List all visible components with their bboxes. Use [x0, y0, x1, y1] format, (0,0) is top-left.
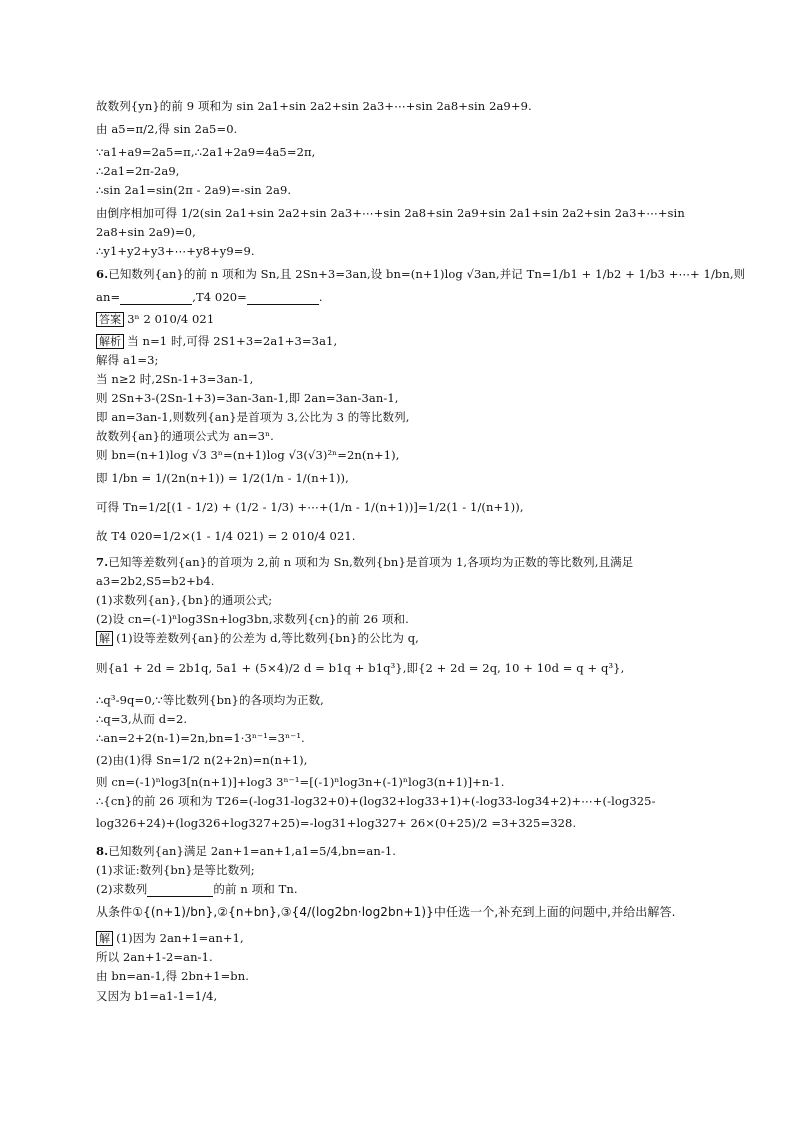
solution-line	[96, 930, 716, 946]
blank-end: .	[318, 290, 323, 304]
step-text: (1)设等差数列{an}的公差为 d,等比数列{bn}的公比为 q,	[116, 631, 419, 645]
text-line: 由倒序相加可得 1/2(sin 2a1+sin 2a2+sin 2a3+⋯+sin 2a8+sin 2a9+sin 2a1+sin 2a2+sin 2a3+⋯+sin	[96, 206, 685, 220]
step-line: (2)由(1)得 Sn=1/2 n(2+2n)=n(n+1),	[96, 753, 308, 767]
step-line: ∴q=3,从而 d=2.	[96, 712, 188, 726]
step-line: 解得 a1=3;	[96, 353, 159, 367]
blank-label: ,T4 020=	[192, 290, 247, 304]
question-part: (1)求证:数列{bn}是等比数列;	[96, 863, 255, 877]
text-line: ∴y1+y2+y3+⋯+y8+y9=9.	[96, 244, 255, 258]
step-line: log326+24)+(log326+log327+25)=-log31+log327+ 26×(0+25)/2 =3+325=328.	[96, 816, 577, 830]
question-number: 6.	[96, 267, 109, 281]
step-line: 即 an=3an-1,则数列{an}是首项为 3,公比为 3 的等比数列,	[96, 410, 410, 424]
analysis-line	[96, 333, 716, 349]
text-line: ∵a1+a9=2a5=π,∴2a1+2a9=4a5=2π,	[96, 145, 316, 159]
question-number: 8.	[96, 844, 109, 858]
step-line: ∴q³-9q=0,∵等比数列{bn}的各项均为正数,	[96, 693, 324, 707]
step-line: ∴an=2+2(n-1)=2n,bn=1·3ⁿ⁻¹=3ⁿ⁻¹.	[96, 731, 305, 745]
question-part-2	[96, 881, 716, 897]
text-line: ∴2a1=2π-2a9,	[96, 164, 180, 178]
step-line: ∴{cn}的前 26 项和为 T26=(-log31-log32+0)+(log32+log33+1)+(-log33-log34+2)+⋯+(-log325-	[96, 794, 656, 808]
question-part: (2)设 cn=(-1)ⁿlog3Sn+log3bn,求数列{cn}的前 26 项和.	[96, 612, 409, 626]
question-6-stem	[96, 266, 746, 282]
answer-blank	[120, 292, 192, 305]
step-line: 则 cn=(-1)ⁿlog3[n(n+1)]+log3 3ⁿ⁻¹=[(-1)ⁿlog3n+(-1)ⁿlog3(n+1)]+n-1.	[96, 775, 505, 789]
text-line: 由 a5=π/2,得 sin 2a5=0.	[96, 122, 238, 136]
question-6-blanks	[96, 289, 716, 305]
question-text: 已知数列{an}满足 2an+1=an+1,a1=5/4,bn=an-1.	[108, 844, 397, 858]
answer-blank	[247, 292, 319, 305]
answer-tag: 答案	[96, 312, 124, 327]
blank-label: an=	[96, 290, 121, 304]
solution-tag: 解	[96, 631, 113, 646]
answer-blank	[147, 884, 213, 897]
step-text: 当 n=1 时,可得 2S1+3=2a1+3=3a1,	[127, 334, 338, 348]
answer-text: 3ⁿ 2 010/4 021	[127, 312, 215, 326]
step-text: (1)因为 2an+1=an+1,	[116, 931, 244, 945]
question-number: 7.	[96, 555, 109, 569]
analysis-tag: 解析	[96, 334, 124, 349]
step-line: 当 n≥2 时,2Sn-1+3=3an-1,	[96, 372, 254, 386]
answer-line	[96, 311, 716, 327]
step-line: 则 2Sn+3-(2Sn-1+3)=3an-3an-1,即 2an=3an-3an-1,	[96, 391, 399, 405]
question-text: (2)求数列	[96, 882, 148, 896]
condition-choice: 从条件①{(n+1)/bn},②{n+bn},③{4/(log2bn·log2bn+1)}中任选一个,补充到上面的问题中,并给出解答.	[96, 905, 676, 919]
step-line: 所以 2an+1-2=an-1.	[96, 950, 213, 964]
step-line: 则{a1 + 2d = 2b1q, 5a1 + (5×4)/2 d = b1q + b1q³},即{2 + 2d = 2q, 10 + 10d = q + q³},	[96, 661, 625, 675]
question-part: (1)求数列{an},{bn}的通项公式;	[96, 593, 273, 607]
step-line: 即 1/bn = 1/(2n(n+1)) = 1/2(1/n - 1/(n+1)),	[96, 471, 349, 485]
text-line: 故数列{yn}的前 9 项和为 sin 2a1+sin 2a2+sin 2a3+⋯+sin 2a8+sin 2a9+9.	[96, 99, 532, 113]
step-line: 故数列{an}的通项公式为 an=3ⁿ.	[96, 429, 274, 443]
question-text: 已知数列{an}的前 n 项和为 Sn,且 2Sn+3=3an,设 bn=(n+1)log √3an,并记 Tn=1/b1 + 1/b2 + 1/b3 +⋯+ 1/bn,则	[108, 267, 746, 281]
step-line: 则 bn=(n+1)log √3 3ⁿ=(n+1)log √3(√3)²ⁿ=2n(n+1),	[96, 448, 400, 462]
step-line: 故 T4 020=1/2×(1 - 1/4 021) = 2 010/4 021.	[96, 529, 356, 543]
question-text: 已知等差数列{an}的首项为 2,前 n 项和为 Sn,数列{bn}是首项为 1,各项均为正数的等比数列,且满足	[108, 555, 634, 569]
text-line: ∴sin 2a1=sin(2π - 2a9)=-sin 2a9.	[96, 183, 292, 197]
question-8-stem	[96, 843, 716, 859]
question-text: 的前 n 项和 Tn.	[213, 882, 298, 896]
step-line: 由 bn=an-1,得 2bn+1=bn.	[96, 969, 250, 983]
step-line: 又因为 b1=a1-1=1/4,	[96, 989, 218, 1003]
step-line: 可得 Tn=1/2[(1 - 1/2) + (1/2 - 1/3) +⋯+(1/n - 1/(n+1))]=1/2(1 - 1/(n+1)),	[96, 500, 524, 514]
text-line: 2a8+sin 2a9)=0,	[96, 225, 196, 239]
question-7-stem	[96, 554, 716, 570]
solution-line	[96, 630, 716, 646]
question-text-line: a3=2b2,S5=b2+b4.	[96, 574, 215, 588]
solution-tag: 解	[96, 931, 113, 946]
